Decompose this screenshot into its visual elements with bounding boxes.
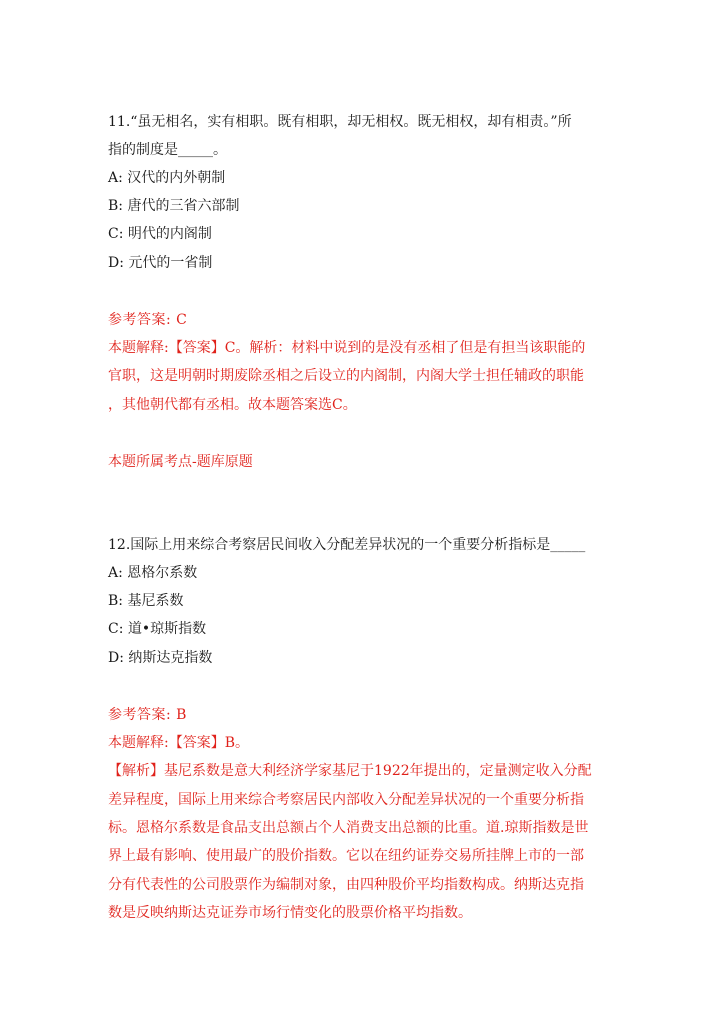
question-11-explanation-line-3: ，其他朝代都有丞相。故本题答案选C。 [108,397,357,413]
question-12-option-d: D: 纳斯达克指数 [108,650,213,666]
question-12-explanation-line-4: 标。恩格尔系数是食品支出总额占个人消费支出总额的比重。道.琼斯指数是世 [108,820,589,836]
question-11-source: 本题所属考点-题库原题 [108,454,253,470]
question-11-option-a: A: 汉代的内外朝制 [108,170,226,186]
question-12-option-c: C: 道•琼斯指数 [108,621,207,637]
question-11-stem-line-2: 指的制度是_____。 [108,142,227,158]
question-12-option-b: B: 基尼系数 [108,593,184,609]
question-11-answer: 参考答案: C [108,312,188,328]
question-12-explanation-line-5: 界上最有影响、使用最广的股价指数。它以在纽约证券交易所挂牌上市的一部 [108,848,584,864]
question-12-explanation-line-3: 差异程度，国际上用来综合考察居民内部收入分配差异状况的一个重要分析指 [108,792,584,808]
question-12-stem-line-1: 12.国际上用来综合考察居民间收入分配差异状况的一个重要分析指标是_____ [108,537,586,553]
question-11-explanation-line-1: 本题解释:【答案】C。解析：材料中说到的是没有丞相了但是有担当该职能的 [108,340,586,356]
question-11-option-d: D: 元代的一省制 [108,255,213,271]
question-12-explanation-line-1: 本题解释:【答案】B。 [108,735,250,751]
question-11-option-b: B: 唐代的三省六部制 [108,198,240,214]
question-12-explanation-line-7: 数是反映纳斯达克证券市场行情变化的股票价格平均指数。 [108,905,472,921]
question-11-explanation-line-2: 官职，这是明朝时期废除丞相之后设立的内阁制，内阁大学士担任辅政的职能 [108,368,584,384]
question-12-explanation-line-2: 【解析】基尼系数是意大利经济学家基尼于1922年提出的，定量测定收入分配 [108,763,592,779]
question-12-explanation-line-6: 分有代表性的公司股票作为编制对象，由四种股价平均指数构成。纳斯达克指 [108,877,584,893]
question-11-stem-line-1: 11.“虽无相名，实有相职。既有相职，却无相权。既无相权，却有相责。”所 [108,114,572,130]
question-12-answer: 参考答案: B [108,707,187,723]
question-12-option-a: A: 恩格尔系数 [108,565,198,581]
question-11-option-c: C: 明代的内阁制 [108,226,212,242]
